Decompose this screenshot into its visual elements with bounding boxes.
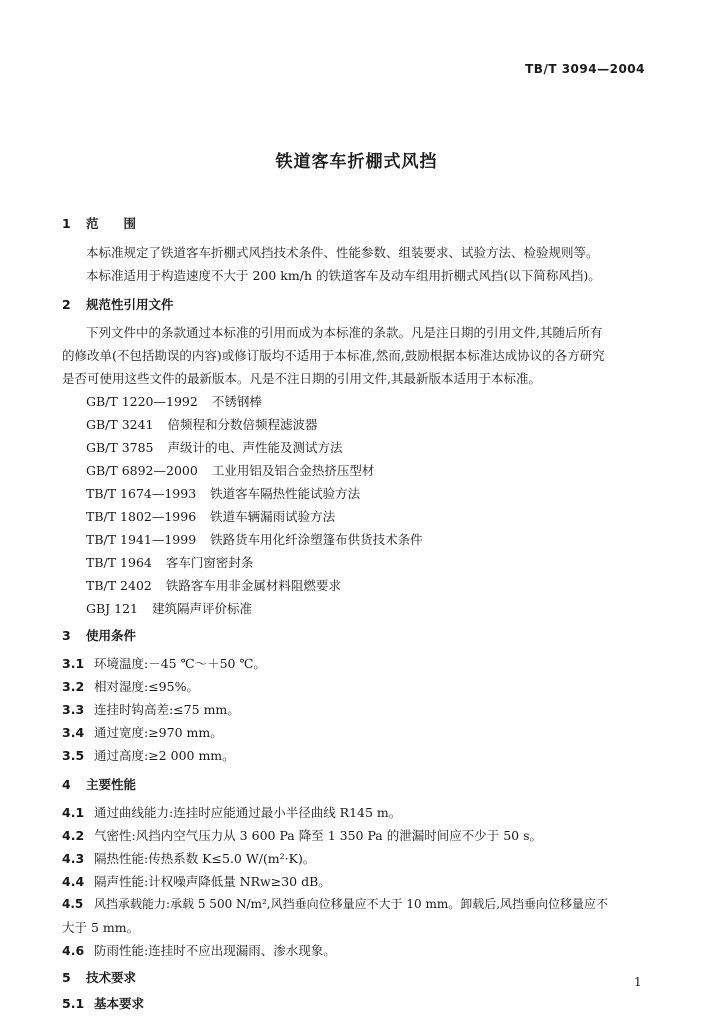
reference-item — [86, 461, 374, 479]
section-number: 5 — [62, 970, 71, 985]
clause-item — [62, 746, 235, 764]
clause-number: 3.3 — [62, 702, 85, 717]
reference-title: 铁路货车用化纤涂塑篷布供货技术条件 — [210, 532, 423, 547]
clause-text: 通过高度:≥2 000 mm。 — [94, 748, 235, 763]
section-1-paragraph-1: 本标准规定了铁道客车折棚式风挡技术条件、性能参数、组装要求、试验方法、检验规则等。 — [86, 245, 599, 260]
reference-item — [86, 438, 343, 456]
section-1-paragraph-2: 本标准适用于构造速度不大于 200 km/h 的铁道客车及动车组用折棚式风挡(以下简称风挡)。 — [86, 268, 601, 283]
standard-number: TB/T 3094—2004 — [525, 62, 645, 76]
clause-text: 防雨性能:连挂时不应出现漏雨、渗水现象。 — [94, 943, 336, 958]
reference-item — [86, 415, 318, 433]
clause-number: 4.4 — [62, 874, 85, 889]
reference-code: TB/T 1674—1993 — [86, 486, 197, 501]
reference-code: GB/T 1220—1992 — [86, 394, 198, 409]
reference-item — [86, 530, 423, 548]
clause-item — [62, 803, 401, 821]
section-number: 4 — [62, 777, 71, 792]
page-title: 铁道客车折棚式风挡 — [275, 152, 438, 172]
section-1-heading — [62, 214, 136, 232]
section-2-paragraph-line: 的修改单(不包括勘误的内容)或修订版均不适用于本标准,然而,鼓励根据本标准达成协议的各方研究 — [62, 348, 605, 363]
reference-code: GB/T 3241 — [86, 417, 154, 432]
reference-item — [86, 507, 335, 525]
reference-title: 建筑隔声评价标准 — [152, 601, 253, 616]
section-number: 3 — [62, 628, 71, 643]
clause-item — [62, 849, 315, 867]
clause-text: 通过曲线能力:连挂时应能通过最小半径曲线 R145 m。 — [94, 805, 402, 820]
section-3-heading — [62, 626, 136, 644]
clause-item — [62, 895, 608, 912]
clause-text: 隔声性能:计权噪声降低量 NRw≥30 dB。 — [94, 874, 331, 889]
reference-code: TB/T 1964 — [86, 555, 152, 570]
clause-text: 相对湿度:≤95%。 — [94, 679, 199, 694]
section-title: 技术要求 — [86, 970, 137, 985]
clause-number: 3.5 — [62, 748, 85, 763]
clause-number: 5.1 — [62, 996, 85, 1011]
clause-number: 3.2 — [62, 679, 85, 694]
reference-title: 铁道车辆漏雨试验方法 — [210, 509, 336, 524]
clause-text: 环境温度:－45 ℃～＋50 ℃。 — [94, 656, 266, 671]
clause-item — [62, 872, 331, 890]
reference-item — [86, 392, 262, 410]
clause-item — [62, 654, 266, 672]
section-number: 1 — [62, 216, 71, 231]
section-title: 规范性引用文件 — [86, 297, 174, 312]
clause-number: 4.5 — [62, 897, 84, 911]
section-2-paragraph-line: 下列文件中的条款通过本标准的引用而成为本标准的条款。凡是注日期的引用文件,其随后所有 — [86, 325, 603, 340]
section-title: 使用条件 — [86, 628, 137, 643]
clause-number: 3.4 — [62, 725, 85, 740]
clause-text: 基本要求 — [94, 996, 145, 1011]
reference-code: TB/T 1802—1996 — [86, 509, 197, 524]
clause-text: 通过宽度:≥970 mm。 — [94, 725, 223, 740]
page-number: 1 — [634, 975, 642, 989]
reference-item — [86, 599, 252, 617]
reference-title: 不锈钢棒 — [211, 394, 262, 409]
clause-number: 4.3 — [62, 851, 85, 866]
reference-title: 工业用铝及铝合金热挤压型材 — [211, 463, 375, 478]
reference-code: GBJ 121 — [86, 601, 139, 616]
reference-code: GB/T 6892—2000 — [86, 463, 198, 478]
clause-text: 隔热性能:传热系数 K≤5.0 W/(m²·K)。 — [94, 851, 316, 866]
clause-number: 4.6 — [62, 943, 85, 958]
clause-number: 4.1 — [62, 805, 85, 820]
clause-item — [62, 826, 542, 844]
section-2-paragraph-line: 是否可使用这些文件的最新版本。凡是不注日期的引用文件,其最新版本适用于本标准。 — [62, 371, 541, 386]
clause-item — [62, 677, 199, 695]
clause-text: 风挡承载能力:承载 5 500 N/m²,风挡垂向位移量应不大于 10 mm。卸载后,风挡垂向位移量应不 — [94, 897, 609, 911]
reference-code: TB/T 1941—1999 — [86, 532, 197, 547]
reference-title: 倍频程和分数倍频程滤波器 — [167, 417, 318, 432]
section-title: 主要性能 — [86, 777, 137, 792]
clause-item — [62, 994, 144, 1012]
section-4-heading — [62, 775, 136, 793]
clause-number: 3.1 — [62, 656, 85, 671]
reference-code: TB/T 2402 — [86, 578, 152, 593]
section-2-heading — [62, 295, 174, 313]
clause-text: 气密性:风挡内空气压力从 3 600 Pa 降至 1 350 Pa 的泄漏时间应不少于 50 s。 — [94, 828, 542, 843]
reference-code: GB/T 3785 — [86, 440, 154, 455]
reference-title: 客车门窗密封条 — [165, 555, 254, 570]
clause-text: 连挂时钩高差:≤75 mm。 — [94, 702, 240, 717]
section-title: 范 围 — [86, 216, 137, 231]
clause-item — [62, 723, 223, 741]
clause-item — [62, 941, 336, 959]
reference-item — [86, 553, 253, 571]
section-number: 2 — [62, 297, 71, 312]
clause-item — [62, 700, 240, 718]
reference-item — [86, 484, 360, 502]
section-5-heading — [62, 968, 136, 986]
reference-item — [86, 576, 341, 594]
clause-continuation: 大于 5 mm。 — [62, 920, 140, 935]
reference-title: 铁路客车用非金属材料阻燃要求 — [165, 578, 341, 593]
clause-number: 4.2 — [62, 828, 85, 843]
reference-title: 声级计的电、声性能及测试方法 — [167, 440, 343, 455]
reference-title: 铁道客车隔热性能试验方法 — [210, 486, 361, 501]
